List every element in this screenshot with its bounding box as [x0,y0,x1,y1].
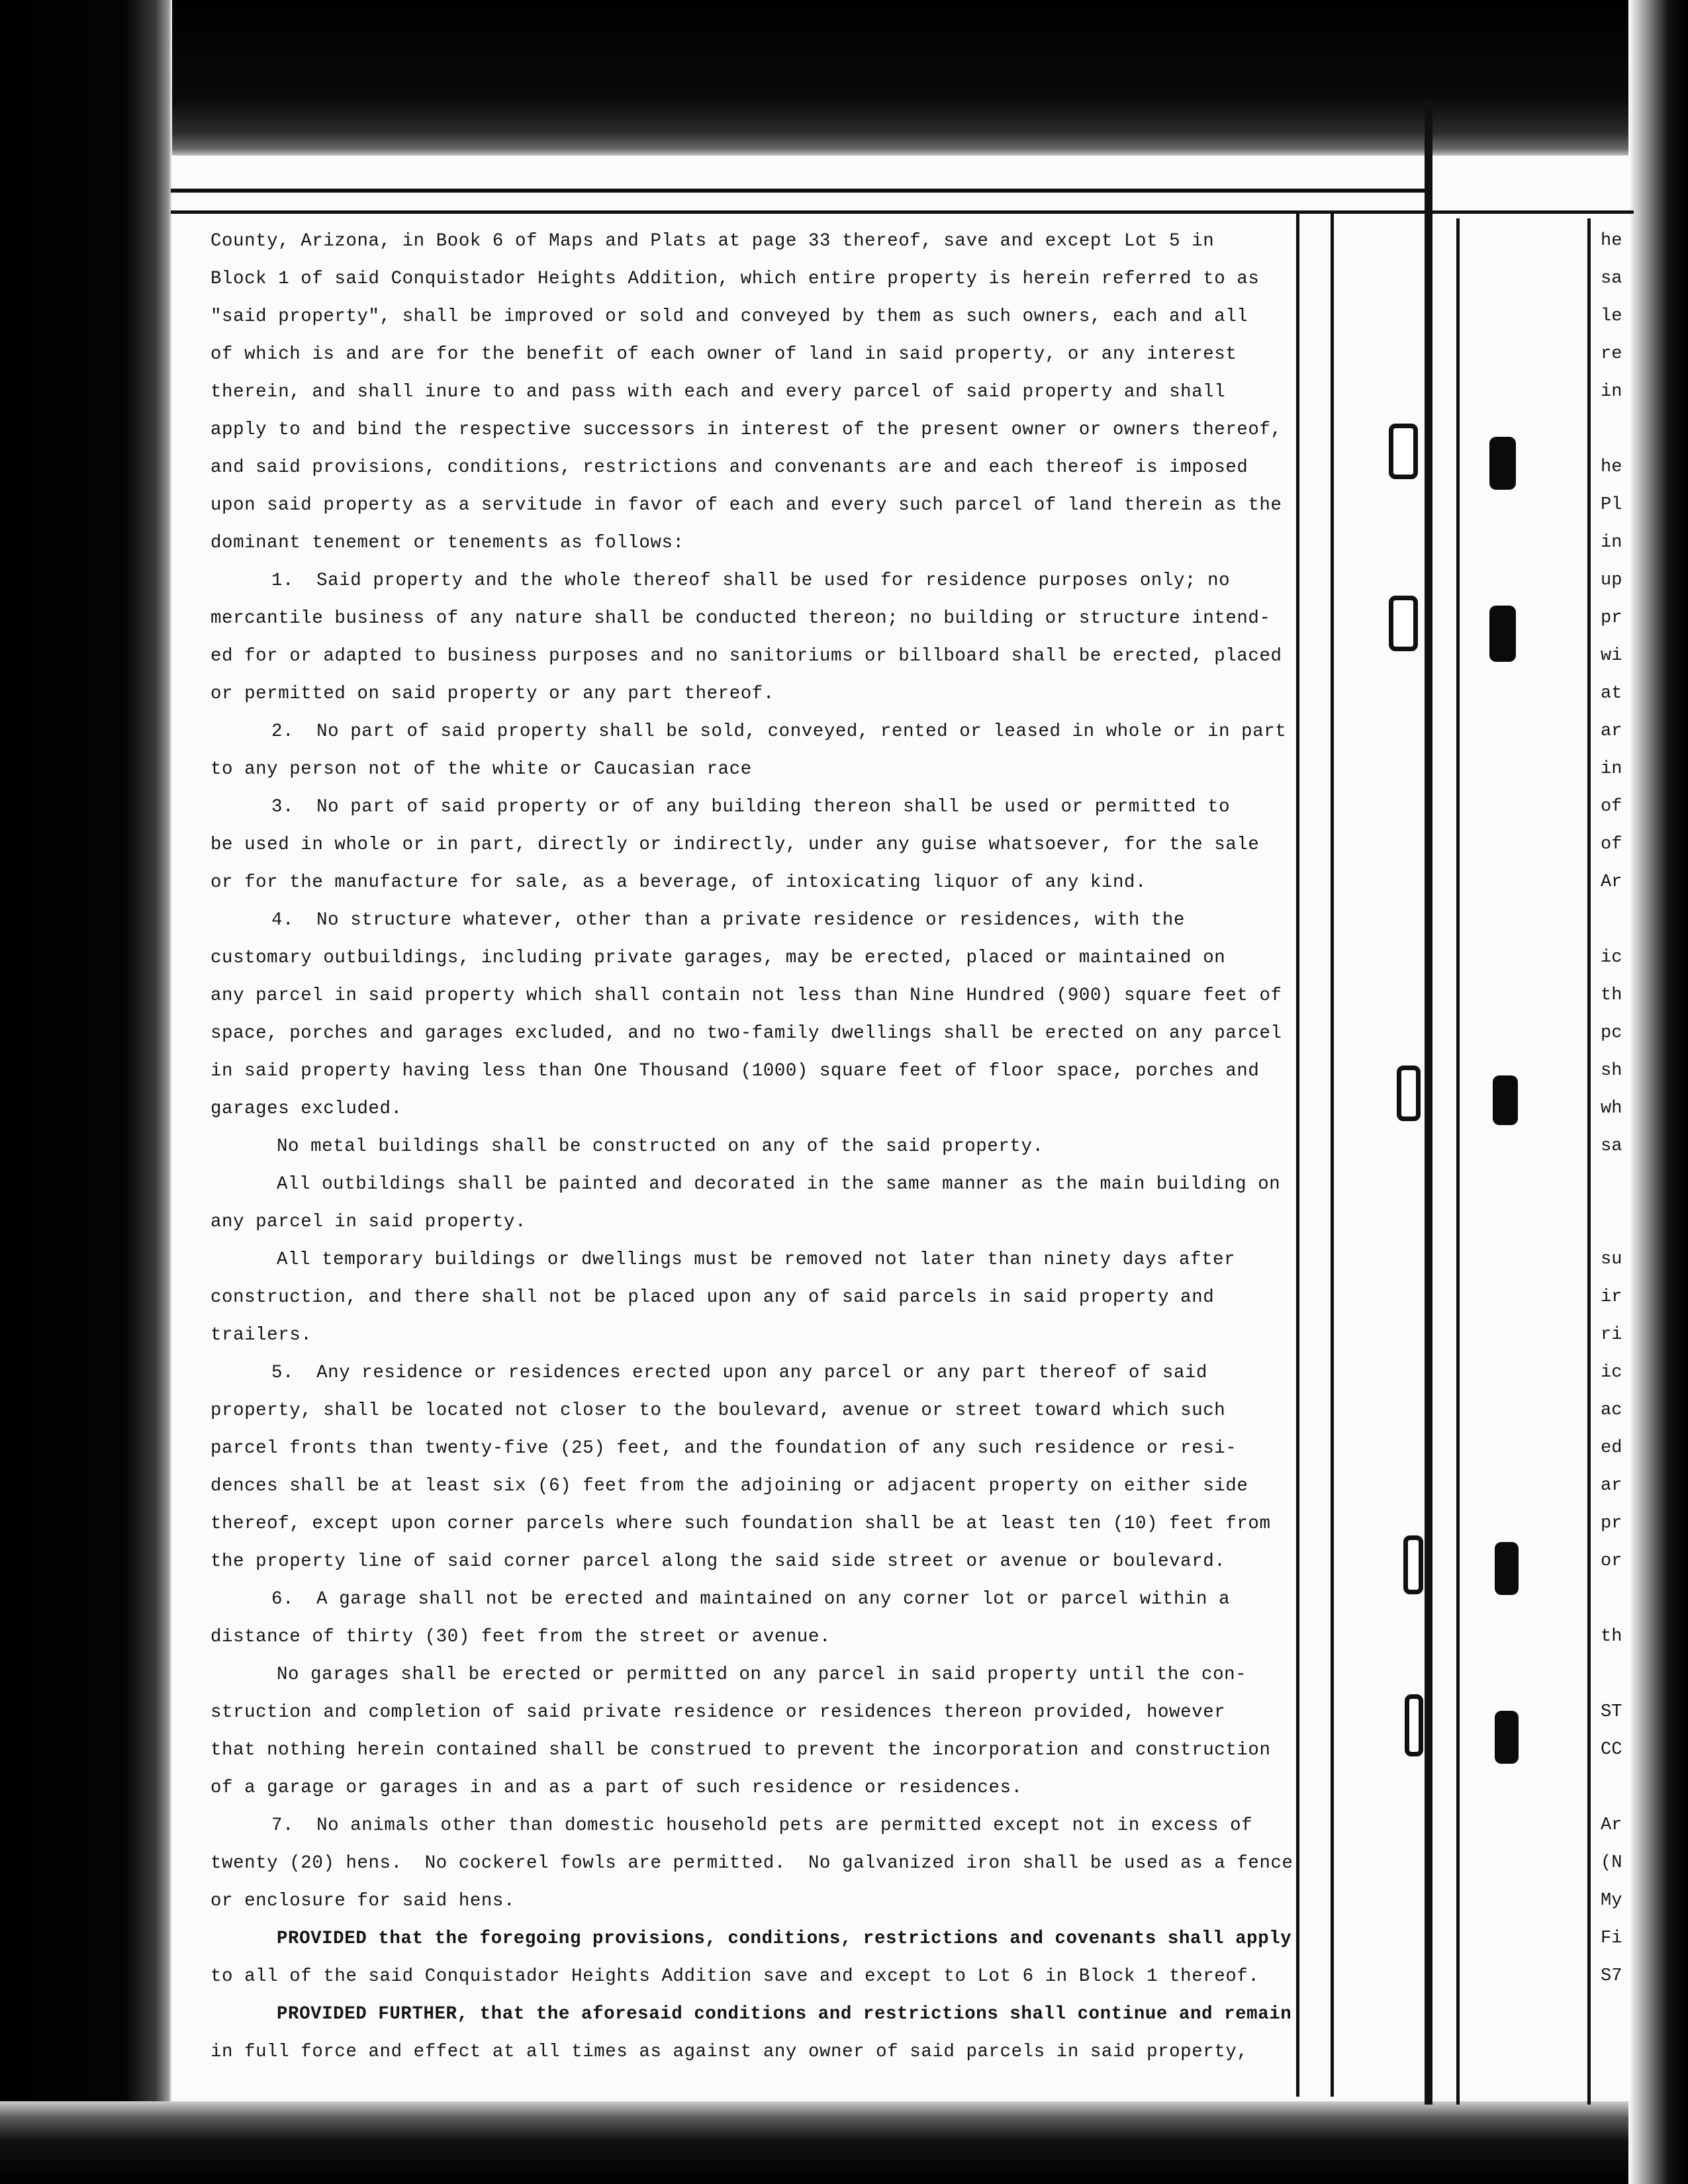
margin-fragment: sh [1601,1061,1622,1081]
paragraph-7-start: 7. No animals other than domestic household pets are permitted except not in excess of [271,1815,1253,1836]
text-line: construction, and there shall not be placed upon any of said parcels in said property and [211,1287,1215,1308]
scan-border-bottom [0,2101,1688,2184]
text-line: struction and completion of said private residence or residences thereon provided, however [211,1702,1226,1723]
margin-fragment: of [1601,797,1622,817]
margin-fragment: S7 [1601,1966,1622,1986]
binding-hole-icon [1489,606,1516,662]
margin-fragment: Fi [1601,1929,1622,1948]
text-line: or permitted on said property or any part thereof. [211,684,774,704]
text-line: trailers. [211,1325,312,1345]
margin-fragment: of [1601,835,1622,854]
text-line: twenty (20) hens. No cockerel fowls are permitted. No galvanized iron shall be used as a fence [211,1853,1293,1874]
binding-hole-icon [1389,596,1418,651]
text-line: of a garage or garages in and as a part of such residence or residences. [211,1778,1023,1798]
text-line: be used in whole or in part, directly or indirectly, under any guise whatsoever, for the sale [211,835,1260,855]
paragraph-1-start: 1. Said property and the whole thereof shall be used for residence purposes only; no [271,570,1231,591]
text-line: No garages shall be erected or permitted on any parcel in said property until the con- [277,1664,1247,1685]
margin-fragment: sa [1601,269,1622,289]
paragraph-4-start: 4. No structure whatever, other than a private residence or residences, with the [271,910,1186,931]
text-line: upon said property as a servitude in favor of each and every such parcel of land therein as the [211,495,1282,516]
margin-fragment: sa [1601,1136,1622,1156]
margin-fragment: wi [1601,646,1622,666]
text-line: to any person not of the white or Caucasian race [211,759,752,780]
next-page-border [1587,218,1591,2105]
margin-fragment [1601,411,1640,449]
text-line: mercantile business of any nature shall be conducted thereon; no building or structure intend- [211,608,1271,629]
margin-fragment: at [1601,684,1622,704]
binding-hole-icon [1495,1542,1519,1595]
scan-border-left [0,0,172,2184]
binding-border-2 [1425,99,1432,2105]
paragraph-3-start: 3. No part of said property or of any building thereon shall be used or permitted to [271,797,1231,817]
text-line: in full force and effect at all times as against any owner of said parcels in said property, [211,2042,1248,2062]
proviso-paragraph: PROVIDED that the foregoing provisions, conditions, restrictions and covenants shall apply [277,1929,1292,1949]
text-line: Block 1 of said Conquistador Heights Addition, which entire property is herein referred to as [211,269,1260,289]
margin-fragment: in [1601,382,1622,402]
header-rule-1 [171,189,1429,193]
margin-fragment: pc [1601,1023,1622,1043]
margin-fragment: or [1601,1551,1622,1571]
margin-fragment [1601,1580,1640,1618]
margin-fragment: pr [1601,1514,1622,1533]
margin-fragment: th [1601,1627,1622,1647]
margin-fragment: ST [1601,1702,1622,1722]
deed-restrictions-text [211,222,1309,2071]
scan-border-top [0,0,1688,156]
binding-border-1 [1331,210,1334,2097]
margin-fragment: ed [1601,1438,1622,1458]
margin-fragment: ri [1601,1325,1622,1345]
text-line: the property line of said corner parcel along the said side street or avenue or boulevard. [211,1551,1226,1572]
binding-hole-icon [1495,1711,1519,1764]
binding-hole-icon [1403,1535,1423,1594]
text-line: or enclosure for said hens. [211,1891,516,1911]
margin-fragment: he [1601,457,1622,477]
text-line: any parcel in said property which shall contain not less than Nine Hundred (900) square feet of [211,985,1282,1006]
margin-fragment: ic [1601,1363,1622,1383]
text-line: dominant tenement or tenements as follows: [211,533,684,553]
margin-fragment [1601,901,1640,939]
binding-hole-icon [1405,1694,1423,1756]
margin-fragment: CC [1601,1740,1622,1760]
paragraph-5-start: 5. Any residence or residences erected upon any parcel or any part thereof of said [271,1363,1208,1383]
margin-fragment: Ar [1601,872,1622,892]
margin-fragment: ac [1601,1400,1622,1420]
margin-fragment: su [1601,1250,1622,1269]
paragraph-6-start: 6. A garage shall not be erected and maintained on any corner lot or parcel within a [271,1589,1231,1610]
text-line: All temporary buildings or dwellings must be removed not later than ninety days after [277,1250,1236,1270]
text-line: space, porches and garages excluded, and no two-family dwellings shall be erected on any parcel [211,1023,1282,1044]
margin-fragment [1601,1165,1640,1203]
text-line: "said property", shall be improved or sold and conveyed by them as such owners, each and all [211,306,1248,327]
text-line: that nothing herein contained shall be construed to prevent the incorporation and construction [211,1740,1271,1760]
margin-fragment: My [1601,1891,1622,1911]
text-line: or for the manufacture for sale, as a beverage, of intoxicating liquor of any kind. [211,872,1147,893]
text-line: ed for or adapted to business purposes and no sanitoriums or billboard shall be erected, placed [211,646,1282,666]
text-line: thereof, except upon corner parcels where such foundation shall be at least ten (10) feet from [211,1514,1271,1534]
margin-fragment: up [1601,570,1622,590]
margin-fragment: ir [1601,1287,1622,1307]
header-rule-2 [171,210,1634,214]
margin-fragment: (N [1601,1853,1622,1873]
binding-hole-icon [1397,1066,1421,1121]
text-line: any parcel in said property. [211,1212,527,1232]
text-line: parcel fronts than twenty-five (25) feet, and the foundation of any such residence or resi- [211,1438,1237,1459]
text-line: in said property having less than One Thousand (1000) square feet of floor space, porches and [211,1061,1260,1081]
text-line: All outbildings shall be painted and decorated in the same manner as the main building on [277,1174,1281,1195]
proviso-further-paragraph: PROVIDED FURTHER, that the aforesaid conditions and restrictions shall continue and remain [277,2004,1292,2025]
margin-fragment: he [1601,231,1622,251]
binding-hole-icon [1389,424,1418,479]
adjacent-page-fragments [1601,222,1640,1995]
margin-fragment: re [1601,344,1622,364]
margin-fragment: in [1601,533,1622,553]
paragraph-2-start: 2. No part of said property shall be sold, conveyed, rented or leased in whole or in part [271,721,1287,742]
margin-fragment: pr [1601,608,1622,628]
text-line: garages excluded. [211,1099,402,1119]
text-line: distance of thirty (30) feet from the street or avenue. [211,1627,831,1647]
margin-fragment: th [1601,985,1622,1005]
margin-fragment [1601,1203,1640,1241]
margin-fragment: le [1601,306,1622,326]
binding-border-3 [1456,218,1460,2105]
binding-hole-icon [1493,1075,1518,1125]
margin-fragment: in [1601,759,1622,779]
text-line: property, shall be located not closer to the boulevard, avenue or street toward which such [211,1400,1226,1421]
text-line: and said provisions, conditions, restrictions and convenants are and each thereof is imposed [211,457,1248,478]
text-line: to all of the said Conquistador Heights Addition save and except to Lot 6 in Block 1 thereof. [211,1966,1260,1987]
margin-fragment: wh [1601,1099,1622,1118]
margin-fragment: Pl [1601,495,1622,515]
margin-fragment: ar [1601,721,1622,741]
margin-fragment: ic [1601,948,1622,968]
margin-fragment [1601,1656,1640,1694]
text-line: dences shall be at least six (6) feet from the adjoining or adjacent property on either side [211,1476,1248,1496]
text-line: of which is and are for the benefit of each owner of land in said property, or any interest [211,344,1237,365]
text-line: customary outbuildings, including private garages, may be erected, placed or maintained on [211,948,1226,968]
margin-fragment: ar [1601,1476,1622,1496]
binding-hole-icon [1489,437,1516,490]
text-line: County, Arizona, in Book 6 of Maps and Plats at page 33 thereof, save and except Lot 5 in [211,231,1215,251]
text-line: apply to and bind the respective successors in interest of the present owner or owners thereof, [211,420,1282,440]
margin-fragment: Ar [1601,1815,1622,1835]
text-line: therein, and shall inure to and pass with each and every parcel of said property and shall [211,382,1226,402]
text-line: No metal buildings shall be constructed on any of the said property. [277,1136,1044,1157]
margin-fragment [1601,1769,1640,1807]
